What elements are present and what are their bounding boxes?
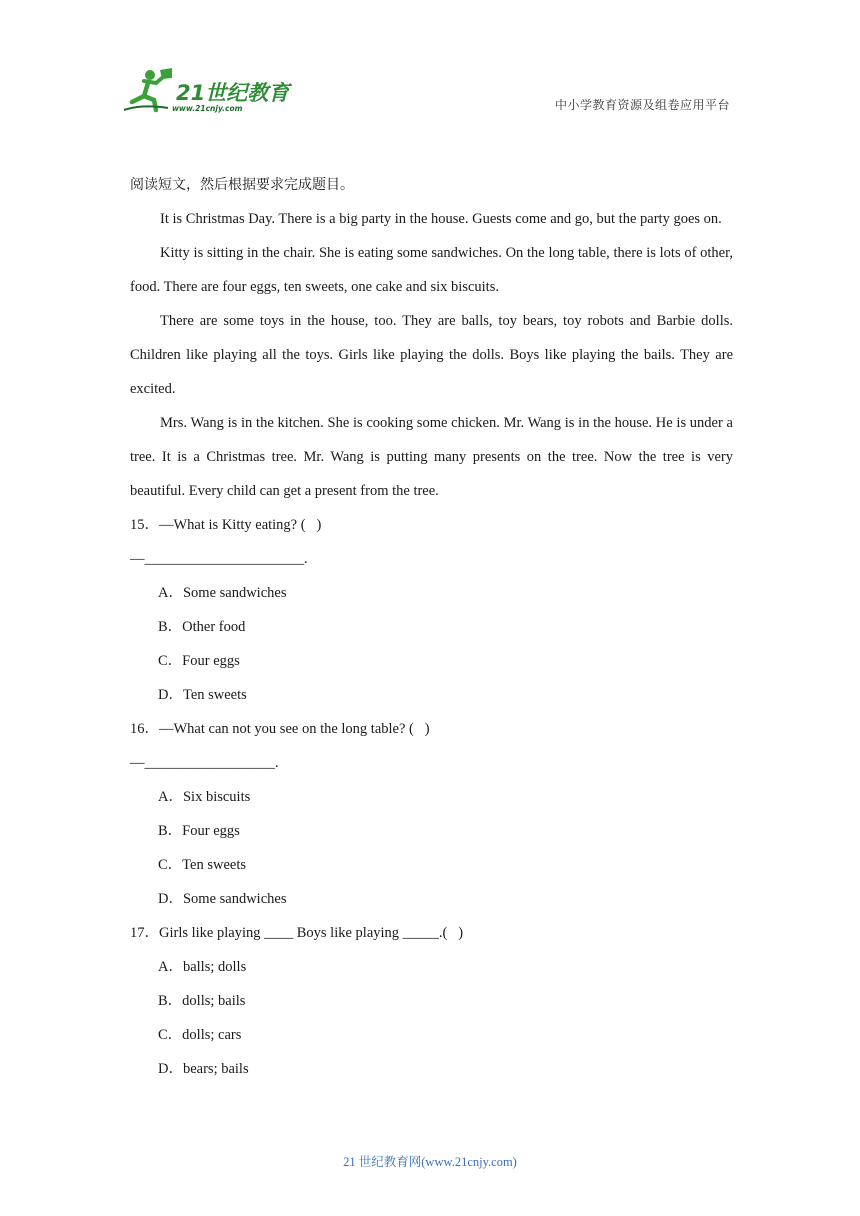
logo-url: www.21cnjy.com [172,104,243,113]
logo [122,66,292,116]
option-d[interactable]: D．Ten sweets [158,687,247,703]
option-b[interactable]: B．dolls; bails [158,993,246,1009]
page-footer: 21 世纪教育网(www.21cnjy.com) [343,1155,517,1169]
option-b[interactable]: B．Other food [158,619,246,635]
header-platform-text: 中小学教育资源及组卷应用平台 [554,98,730,112]
document-body [130,168,733,1086]
question-17: 17．Girls like playing ____ Boys like playing _____.( ) [130,925,464,941]
passage-paragraph: Kitty is sitting in the chair. She is eating some sandwiches. On the long table, there is lots of other, food. There are four eggs, ten sweets, one cake and six biscuits. [130,245,733,295]
passage-paragraph: Mrs. Wang is in the kitchen. She is cooking some chicken. Mr. Wang is in the house. He is under a tree. It is a Christmas tree. Mr. Wang is putting many presents on the tree. Now the tree is very beautiful. Every child can get a present from the tree. [130,415,733,499]
option-d[interactable]: D．bears; bails [158,1061,249,1077]
option-a[interactable]: A．Six biscuits [158,789,251,805]
option-c[interactable]: C．dolls; cars [158,1027,242,1043]
passage-paragraph: It is Christmas Day. There is a big party in the house. Guests come and go, but the party goes on. [160,211,722,227]
instruction-text: 阅读短文，然后根据要求完成题目。 [130,177,354,193]
question-16: 16．—What can not you see on the long table? ( ) [130,721,430,737]
options-list [130,950,733,1086]
question-15: 15．—What is Kitty eating? ( ) [130,517,322,533]
option-c[interactable]: C．Four eggs [158,653,240,669]
option-d[interactable]: D．Some sandwiches [158,891,287,907]
option-c[interactable]: C．Ten sweets [158,857,246,873]
option-a[interactable]: A．balls; dolls [158,959,247,975]
answer-blank: —__________________. [130,755,279,771]
options-list [130,576,733,712]
page-header [0,0,860,130]
runner-icon [124,68,172,110]
options-list [130,780,733,916]
passage-paragraph: There are some toys in the house, too. They are balls, toy bears, toy robots and Barbie dolls. Children like playing all the toys. Girls like playing the dolls. Boys like playing the bails. They are excited. [130,313,733,397]
option-a[interactable]: A．Some sandwiches [158,585,287,601]
logo-text: 21世纪教育 [176,81,290,105]
option-b[interactable]: B．Four eggs [158,823,240,839]
answer-blank: —______________________. [130,551,308,567]
